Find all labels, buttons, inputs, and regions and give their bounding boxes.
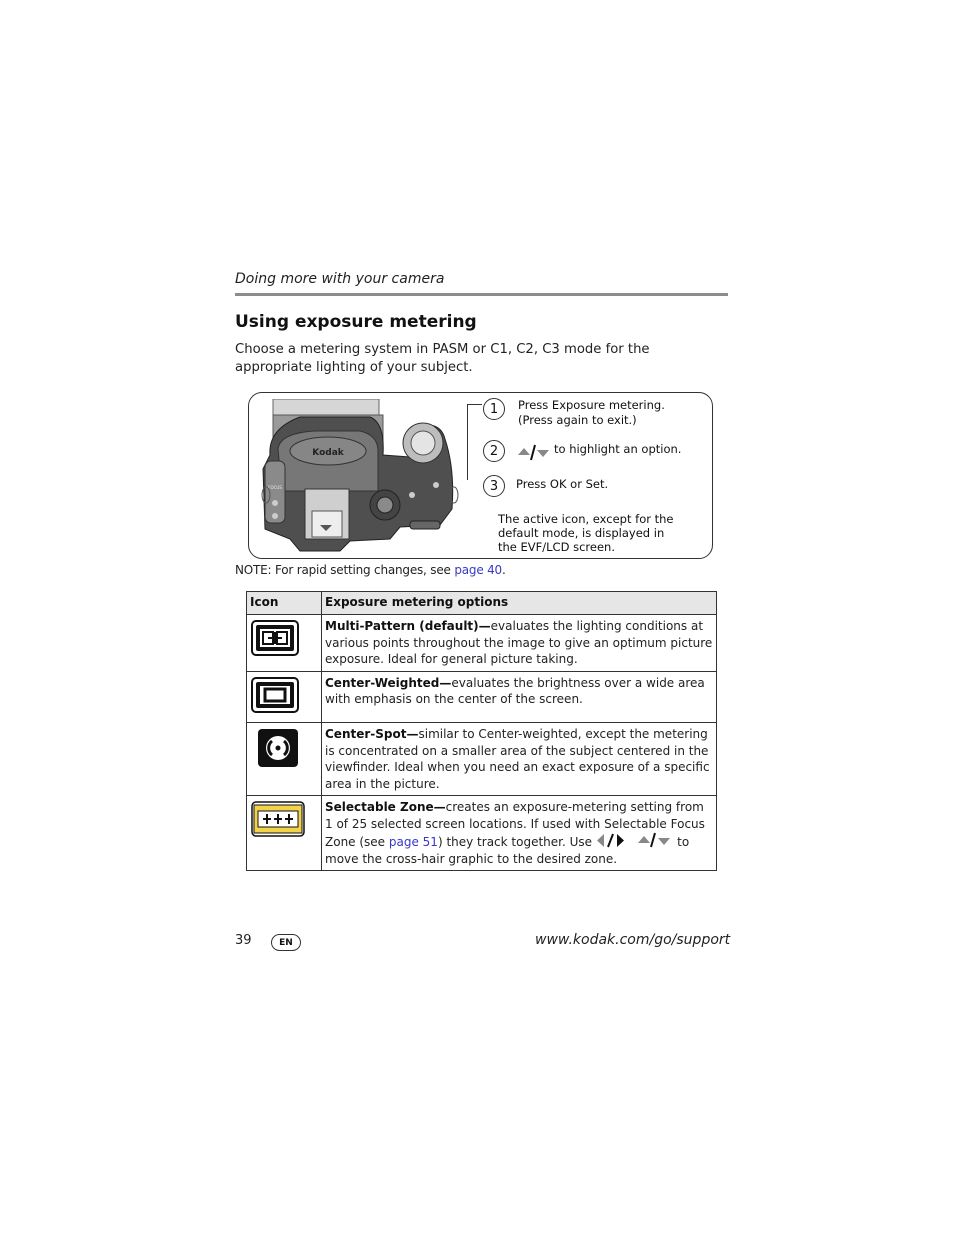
option-text-a: creates an exposure-metering setting from 1 of 25 selected screen locations. If used with Selectable Focus Zone (see: [325, 800, 705, 849]
center-weighted-icon: [251, 677, 299, 713]
table-header-row: [247, 592, 717, 615]
option-title: Center-Spot—: [325, 727, 419, 741]
option-text-b: ) they track together. Use: [437, 835, 596, 849]
icon-cell: [247, 723, 322, 796]
table-row: [247, 671, 717, 723]
header-icon: Icon: [247, 592, 322, 615]
table-row: [247, 615, 717, 672]
note-page-link[interactable]: page 40: [454, 563, 502, 577]
multi-pattern-icon: [251, 620, 299, 656]
option-title: Center-Weighted—: [325, 675, 452, 690]
step-1-line-2: (Press again to exit.): [518, 413, 637, 427]
step-3-number: 3: [483, 475, 505, 497]
intro-paragraph: Choose a metering system in PASM or C1, C2, C3 mode for the appropriate lighting of your subject.: [235, 342, 650, 375]
note: [235, 563, 506, 577]
step-3-text: Press OK or Set.: [516, 477, 609, 491]
icon-cell: [247, 615, 322, 672]
camera-focus-label: FOCUS: [268, 485, 282, 490]
table-row: [247, 796, 717, 871]
selectable-zone-icon: [251, 801, 305, 837]
option-title: Selectable Zone—: [325, 800, 446, 814]
center-spot-icon: [257, 728, 299, 768]
figure-caption: The active icon, except for the default mode, is displayed in the EVF/LCD screen.: [498, 512, 674, 554]
header-rule: [235, 293, 728, 296]
up-down-arrows-icon: [637, 832, 673, 848]
metering-options-table: [246, 591, 717, 871]
language-badge: EN: [271, 934, 301, 951]
icon-cell: [247, 796, 322, 871]
note-prefix: NOTE: For rapid setting changes, see: [235, 563, 455, 577]
option-text: evaluates the brightness over a wide area with emphasis on the center of the screen.: [325, 675, 705, 706]
option-text: evaluates the lighting conditions at various points throughout the image to give an optimum picture exposure. Ideal for general picture taking.: [325, 619, 713, 666]
page-number: 39: [235, 933, 252, 948]
up-down-arrows-icon: [517, 443, 551, 461]
option-description: [322, 723, 717, 796]
camera-top-view-illustration: [260, 399, 472, 554]
note-suffix: .: [501, 563, 506, 577]
icon-cell: [247, 671, 322, 723]
step-1-text: [518, 398, 665, 428]
option-description: [322, 615, 717, 672]
step-2-text: to highlight an option.: [554, 442, 682, 456]
section-title: Using exposure metering: [235, 312, 477, 332]
step-1-line-1: Press Exposure metering.: [518, 398, 665, 412]
table-row: [247, 723, 717, 796]
option-description: [322, 671, 717, 723]
support-url[interactable]: www.kodak.com/go/support: [535, 932, 731, 948]
step-1-number: 1: [483, 398, 505, 420]
option-page-link[interactable]: page 51: [388, 835, 438, 849]
option-description: [322, 796, 717, 871]
option-title: Multi-Pattern (default)—: [325, 619, 491, 633]
running-head: Doing more with your camera: [235, 271, 445, 287]
option-text: similar to Center-weighted, except the metering is concentrated on a smaller area of the subject centered in the viewfinder. Ideal when you need an exact exposure of a specific area in the picture.: [325, 727, 710, 791]
header-options: Exposure metering options: [322, 592, 717, 615]
left-right-arrows-icon: [596, 833, 626, 848]
step-2-number: 2: [483, 440, 505, 462]
camera-brand-label: Kodak: [312, 448, 344, 458]
callout-line: [467, 404, 468, 480]
option-text-c: to move the cross-hair graphic to the desired zone.: [325, 835, 690, 866]
callout-tick: [467, 404, 482, 405]
